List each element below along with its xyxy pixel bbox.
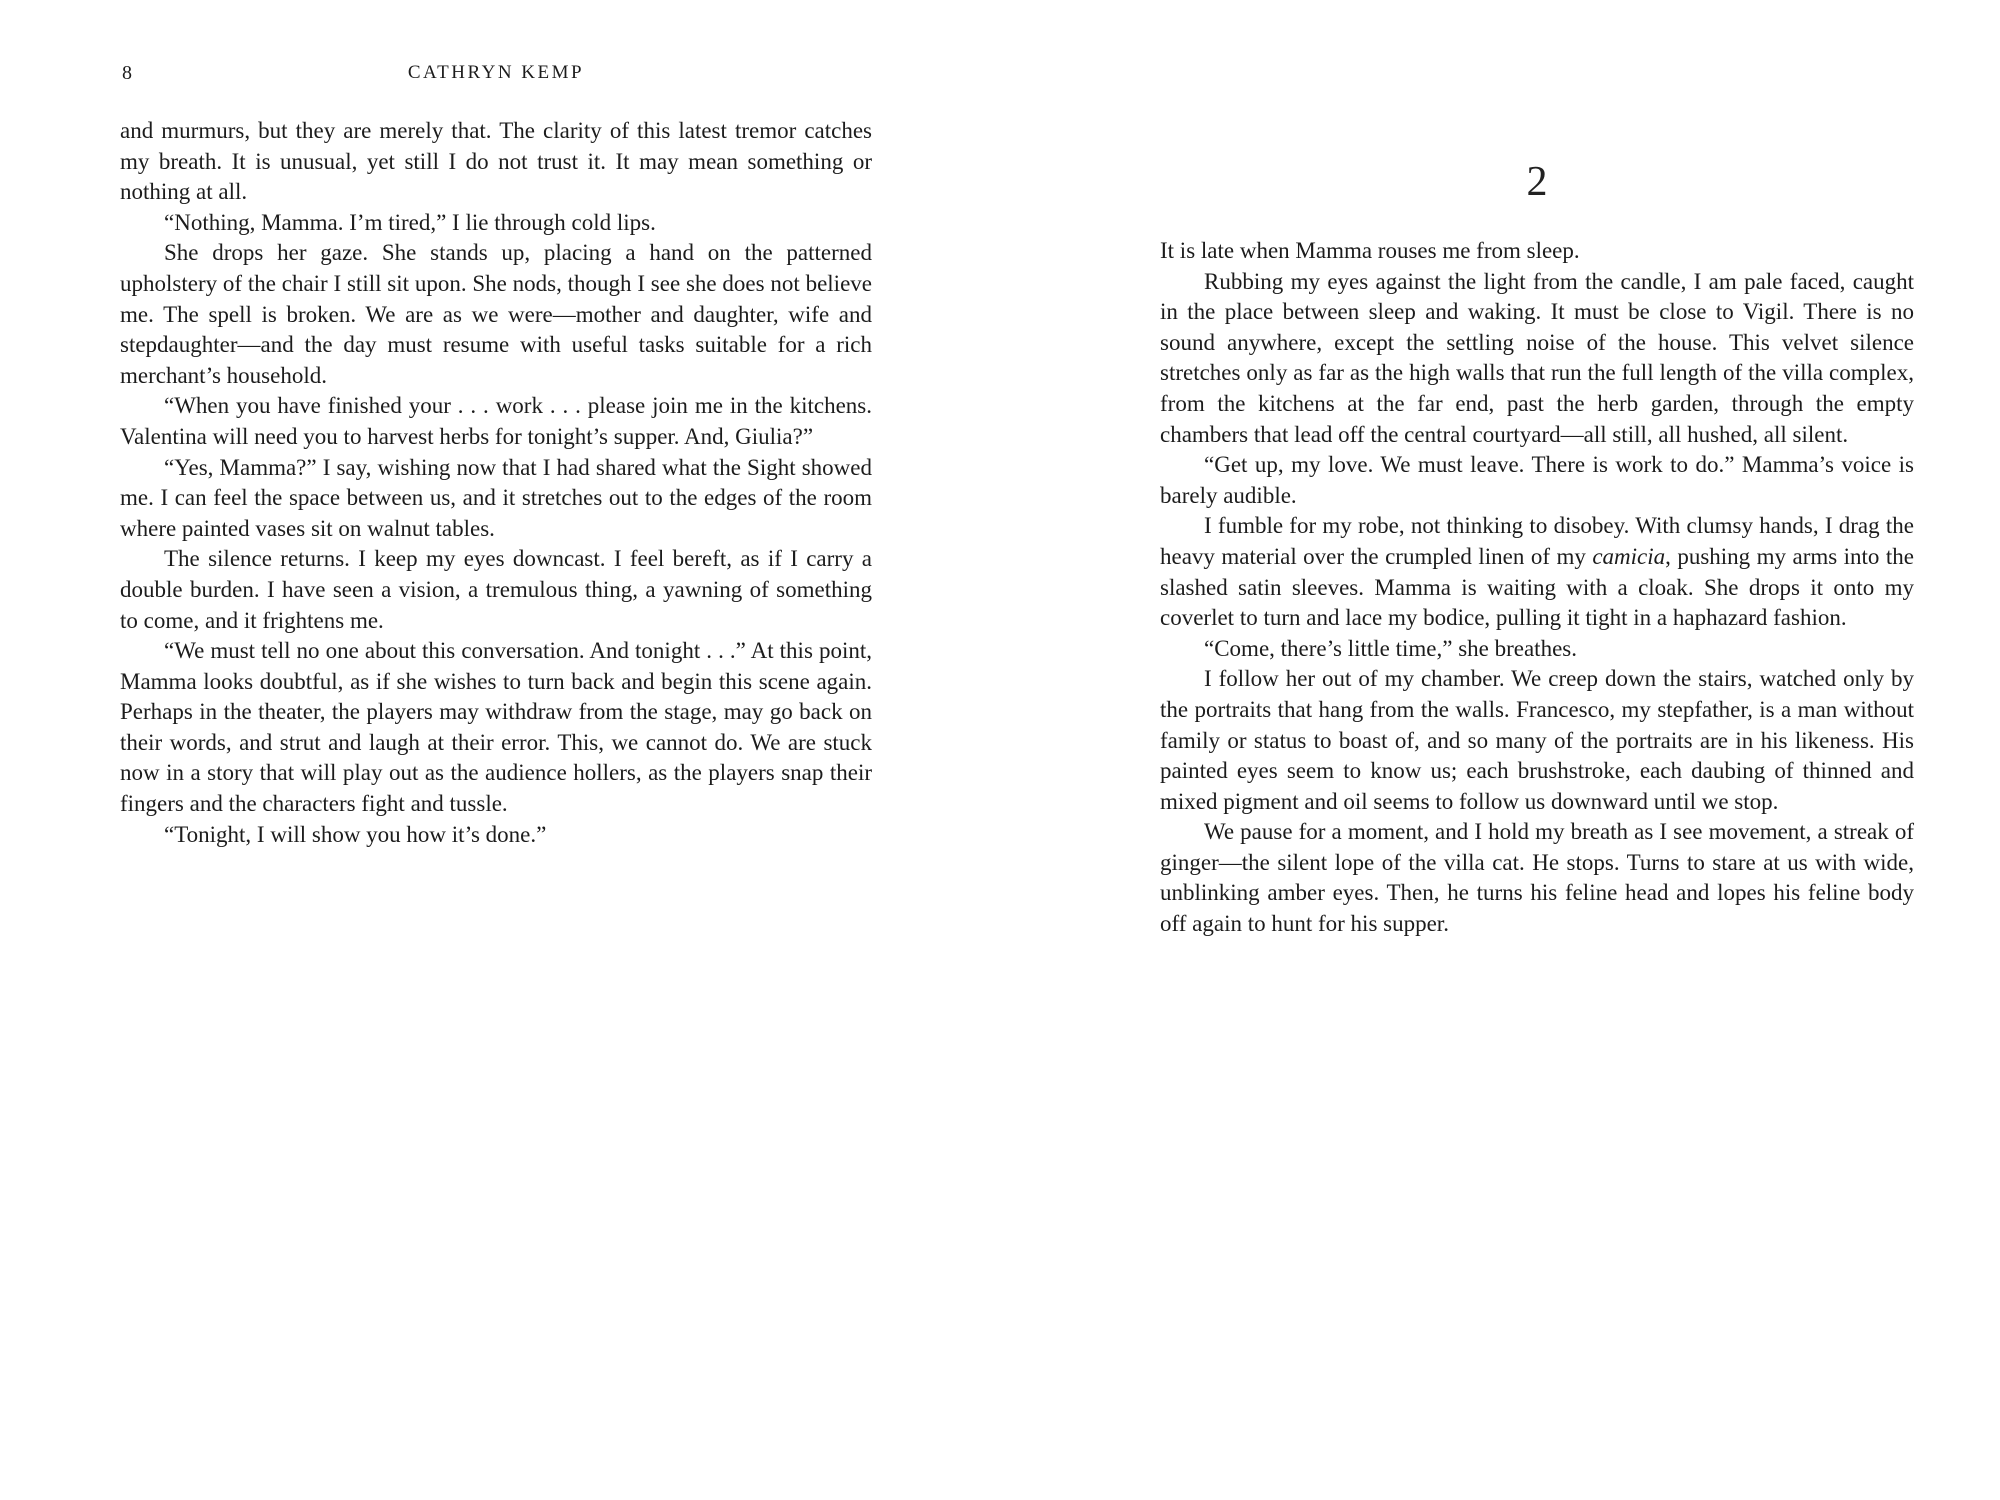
text-run: “Get up, my love. We must leave. There is work to do.” Mamma’s voice is barely audible.	[1160, 452, 1914, 508]
text-run: “Come, there’s little time,” she breathes.	[1204, 635, 1577, 661]
paragraph	[1160, 664, 1914, 817]
paragraph	[1160, 236, 1914, 267]
text-run: We pause for a moment, and I hold my breath as I see movement, a streak of ginger—the silent lope of the villa cat. He stops. Turns to stare at us with wide, unblinking amber eyes. Then, he turns his feline head and lopes his feline body off again to hunt for his supper.	[1160, 819, 1914, 937]
text-run: I fumble for my robe, not thinking to disobey. With clumsy hands, I drag the heavy material over the crumpled linen of my	[1160, 513, 1914, 569]
right-page-text	[1160, 236, 1914, 940]
paragraph	[120, 116, 872, 208]
paragraph	[120, 820, 872, 851]
italic-text: camicia	[1592, 543, 1666, 569]
text-run: “Tonight, I will show you how it’s done.”	[164, 821, 547, 847]
paragraph	[120, 391, 872, 452]
running-header-author: CATHRYN KEMP	[407, 62, 585, 83]
paragraph	[120, 453, 872, 545]
paragraph	[1160, 511, 1914, 633]
text-run: It is late when Mamma rouses me from sleep.	[1160, 238, 1580, 263]
text-run: She drops her gaze. She stands up, placing a hand on the patterned upholstery of the chair I still sit upon. She nods, though I see she does not believe me. The spell is broken. We are as we were—mother and daughter, wife and stepdaughter—and the day must resume with useful tasks suitable for a rich merchant’s household.	[120, 240, 872, 388]
paragraph	[1160, 267, 1914, 451]
paragraph	[1160, 450, 1914, 511]
page-number: 8	[122, 62, 133, 84]
chapter-number: 2	[1526, 159, 1548, 205]
text-run: “Yes, Mamma?” I say, wishing now that I had shared what the Sight showed me. I can feel the space between us, and it stretches out to the edges of the room where painted vases sit on walnut tables.	[120, 454, 872, 541]
text-run: , pushing my arms into the slashed satin sleeves. Mamma is waiting with a cloak. She drops it onto my coverlet to turn and lace my bodice, pulling it tight in a haphazard fashion.	[1160, 543, 1914, 631]
paragraph	[120, 238, 872, 391]
text-run: “We must tell no one about this conversation. And tonight . . .” At this point, Mamma looks doubtful, as if she wishes to turn back and begin this scene again. Perhaps in the theater, the players may withdraw from the stage, may go back on their words, and strut and laugh at their error. This, we cannot do. We are stuck now in a story that will play out as the audience hollers, as the players snap their fingers and the characters fight and tussle.	[120, 638, 872, 817]
text-run: and murmurs, but they are merely that. The clarity of this latest tremor catches my breath. It is unusual, yet still I do not trust it. It may mean something or nothing at all.	[120, 118, 872, 205]
paragraph	[120, 544, 872, 636]
right-page	[1160, 0, 1914, 940]
text-run: I follow her out of my chamber. We creep down the stairs, watched only by the portraits that hang from the walls. Francesco, my stepfather, is a man without family or status to boast of, and so many of the portraits are in his likeness. His painted eyes seem to know us; each brushstroke, each daubing of thinned and mixed pigment and oil seems to follow us downward until we stop.	[1160, 666, 1914, 814]
text-run: Rubbing my eyes against the light from the candle, I am pale faced, caught in the place between sleep and waking. It must be close to Vigil. There is no sound anywhere, except the settling noise of the house. This velvet silence stretches only as far as the high walls that run the full length of the villa complex, from the kitchens at the far end, past the herb garden, through the empty chambers that lead off the central courtyard—all still, all hushed, all silent.	[1160, 268, 1914, 447]
left-page-header	[120, 62, 872, 90]
left-page-text	[120, 116, 872, 850]
paragraph	[1160, 634, 1914, 665]
paragraph	[1160, 817, 1914, 939]
left-page	[120, 0, 872, 850]
text-run: The silence returns. I keep my eyes downcast. I feel bereft, as if I carry a double burden. I have seen a vision, a tremulous thing, a yawning of something to come, and it frightens me.	[120, 546, 872, 633]
text-run: “When you have finished your . . . work . . . please join me in the kitchens. Valentina will need you to harvest herbs for tonight’s supper. And, Giulia?”	[120, 393, 872, 449]
paragraph	[120, 208, 872, 239]
text-run: “Nothing, Mamma. I’m tired,” I lie through cold lips.	[164, 209, 656, 235]
paragraph	[120, 636, 872, 820]
